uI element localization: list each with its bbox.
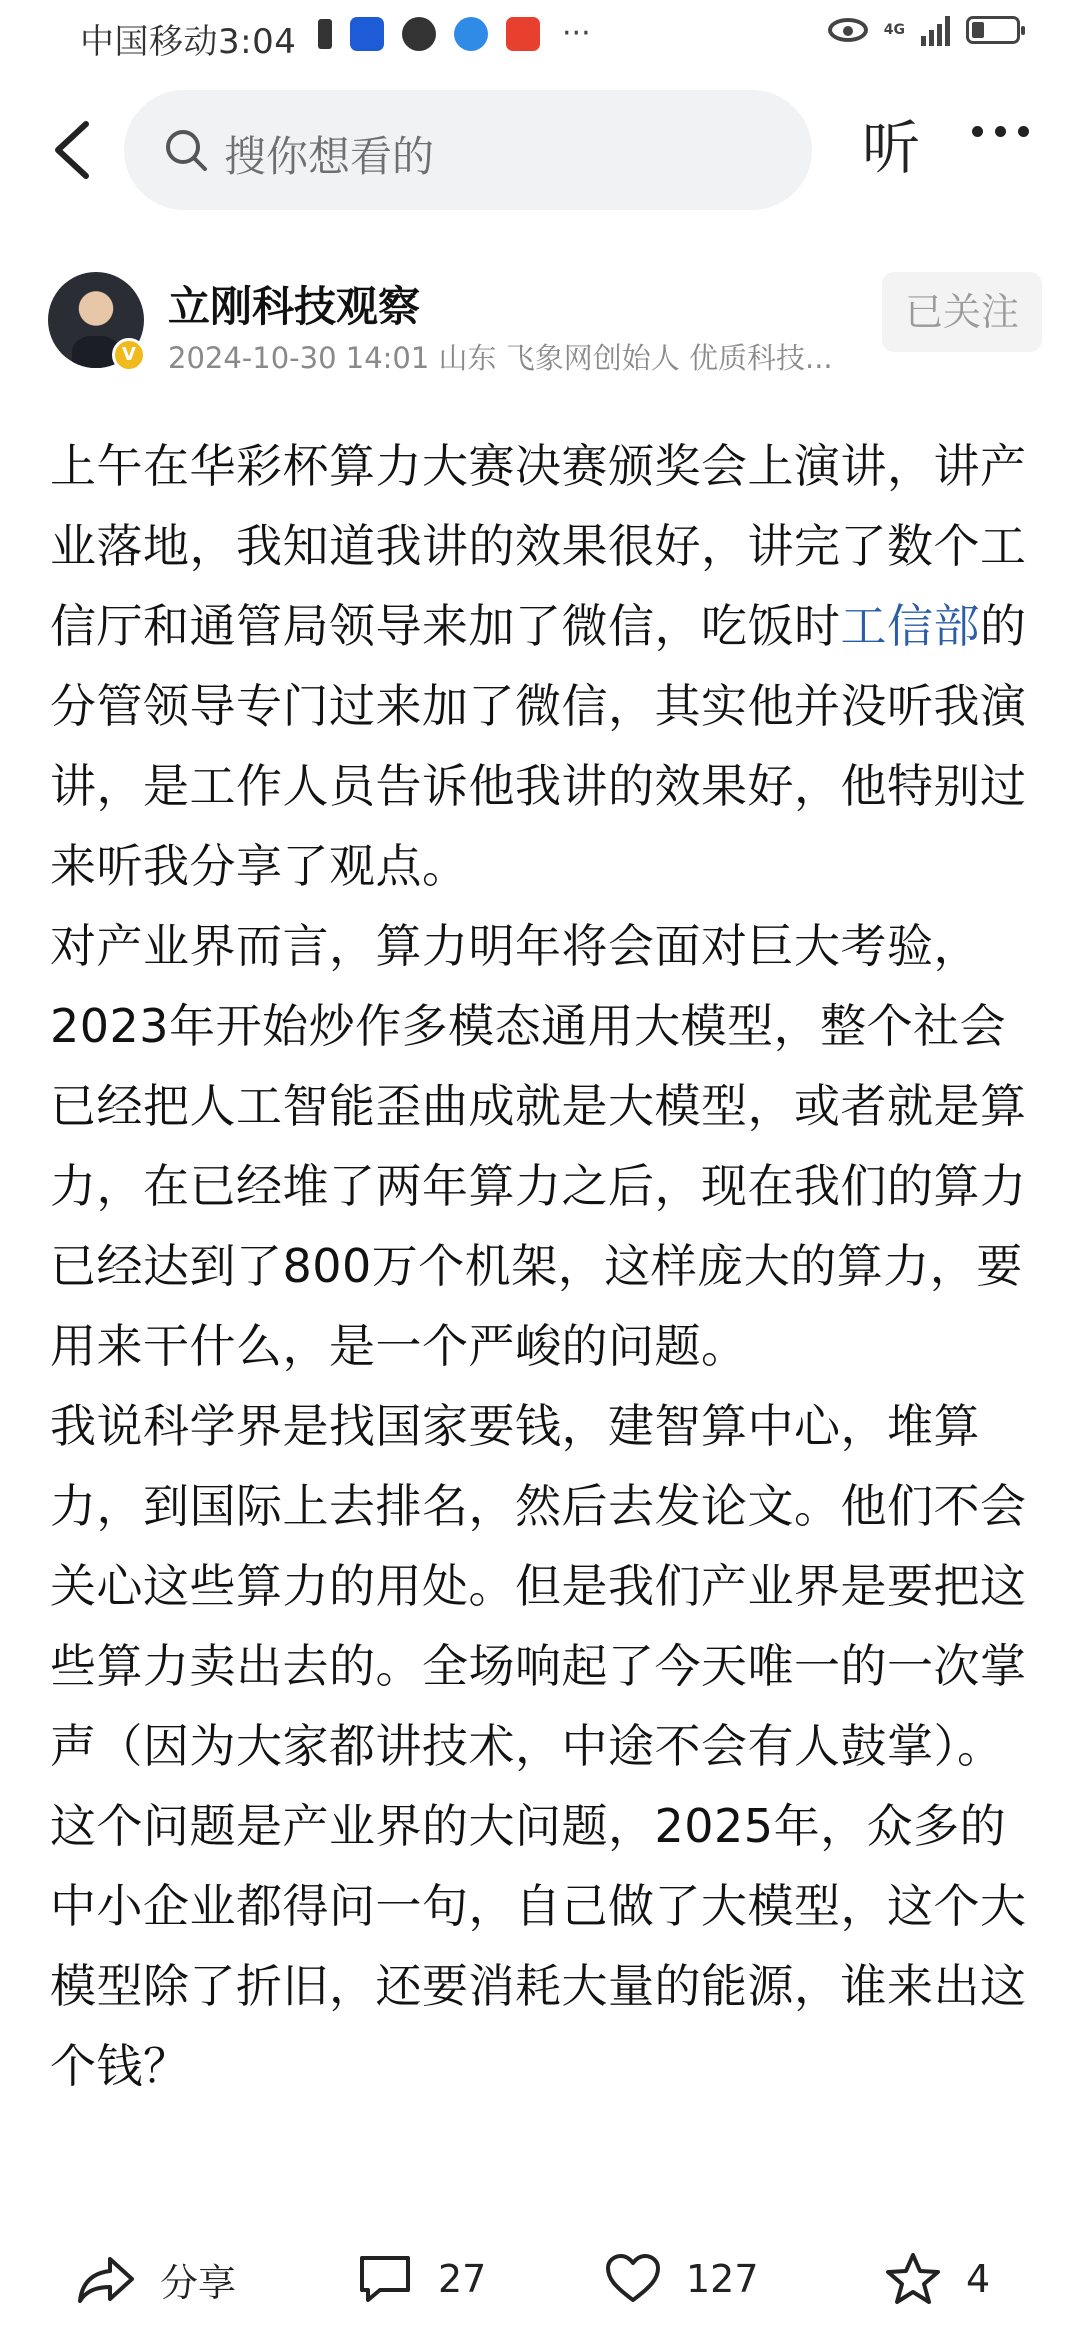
comment-button[interactable] (356, 2234, 486, 2324)
notification-icons (318, 16, 591, 51)
like-button[interactable] (604, 2234, 759, 2324)
star-icon (884, 2251, 942, 2307)
browser-icon (454, 17, 488, 51)
paragraph-text: 上午在华彩杯算力大赛决赛颁奖会上演讲，讲产业落地，我知道我讲的效果很好，讲完了数个工信厅和通管局领导来加了微信，吃饭时 (50, 439, 1027, 653)
paragraph-text: 的分管领导专门过来加了微信，其实他并没听我演讲，是工作人员告诉他我讲的效果好，他特别过来听我分享了观点。 (50, 599, 1027, 893)
author-row (0, 270, 1080, 380)
eye-icon (828, 18, 868, 42)
follow-button[interactable]: 已关注 (882, 272, 1042, 352)
battery-icon (966, 16, 1020, 44)
article-paragraph: 我说科学界是找国家要钱，建智算中心，堆算力，到国际上去排名，然后去发论文。他们不会关心这些算力的用处。但是我们产业界是要把这些算力卖出去的。全场响起了今天唯一的一次掌声（因为大家都讲技术，中途不会有人鼓掌）。 (50, 1399, 1027, 1773)
author-name[interactable]: 立刚科技观察 (168, 282, 421, 331)
network-label: 4G (883, 22, 905, 38)
favorite-count: 4 (966, 2257, 991, 2301)
listen-button[interactable]: 听 (862, 114, 921, 182)
carrier-time: 中国移动3:04 (80, 22, 297, 62)
share-icon (76, 2253, 136, 2305)
share-button[interactable] (76, 2234, 236, 2324)
search-icon (162, 126, 210, 174)
back-arrow-icon (40, 110, 110, 190)
article-body (50, 426, 1040, 2106)
comment-count: 27 (438, 2257, 487, 2301)
signal-icon (921, 14, 950, 46)
alert-icon (318, 19, 332, 49)
status-bar (0, 0, 1080, 75)
like-count: 127 (686, 2257, 759, 2301)
article-paragraph (50, 426, 1040, 906)
app-notification-icon (350, 17, 384, 51)
share-label: 分享 (160, 2260, 237, 2305)
action-bar (0, 2234, 1080, 2324)
app-notification-icon (506, 17, 540, 51)
keyword-link[interactable]: 工信部 (840, 599, 980, 653)
wechat-icon (402, 17, 436, 51)
search-placeholder: 搜你想看的 (224, 132, 435, 181)
comment-icon (356, 2252, 414, 2306)
heart-icon (604, 2252, 662, 2306)
top-bar (0, 88, 1080, 214)
system-icons (828, 14, 1020, 46)
favorite-button[interactable] (884, 2234, 990, 2324)
article-paragraph: 这个问题是产业界的大问题，2025年，众多的中小企业都得问一句，自己做了大模型，这个大模型除了折旧，还要消耗大量的能源，谁来出这个钱？ (50, 1799, 1027, 2093)
article-paragraph: 对产业界而言，算力明年将会面对巨大考验，2023年开始炒作多模态通用大模型，整个社会已经把人工智能歪曲成就是大模型，或者就是算力，在已经堆了两年算力之后，现在我们的算力已经达到了800万个机架，这样庞大的算力，要用来干什么，是一个严峻的问题。 (50, 919, 1027, 1373)
verified-badge-icon: V (112, 338, 146, 372)
more-dots-icon[interactable] (972, 126, 1029, 137)
author-meta: 2024-10-30 14:01 山东 飞象网创始人 优质科技... (168, 341, 833, 375)
search-input[interactable] (124, 90, 812, 210)
back-button[interactable] (40, 110, 110, 190)
more-notifications: ··· (562, 16, 591, 51)
